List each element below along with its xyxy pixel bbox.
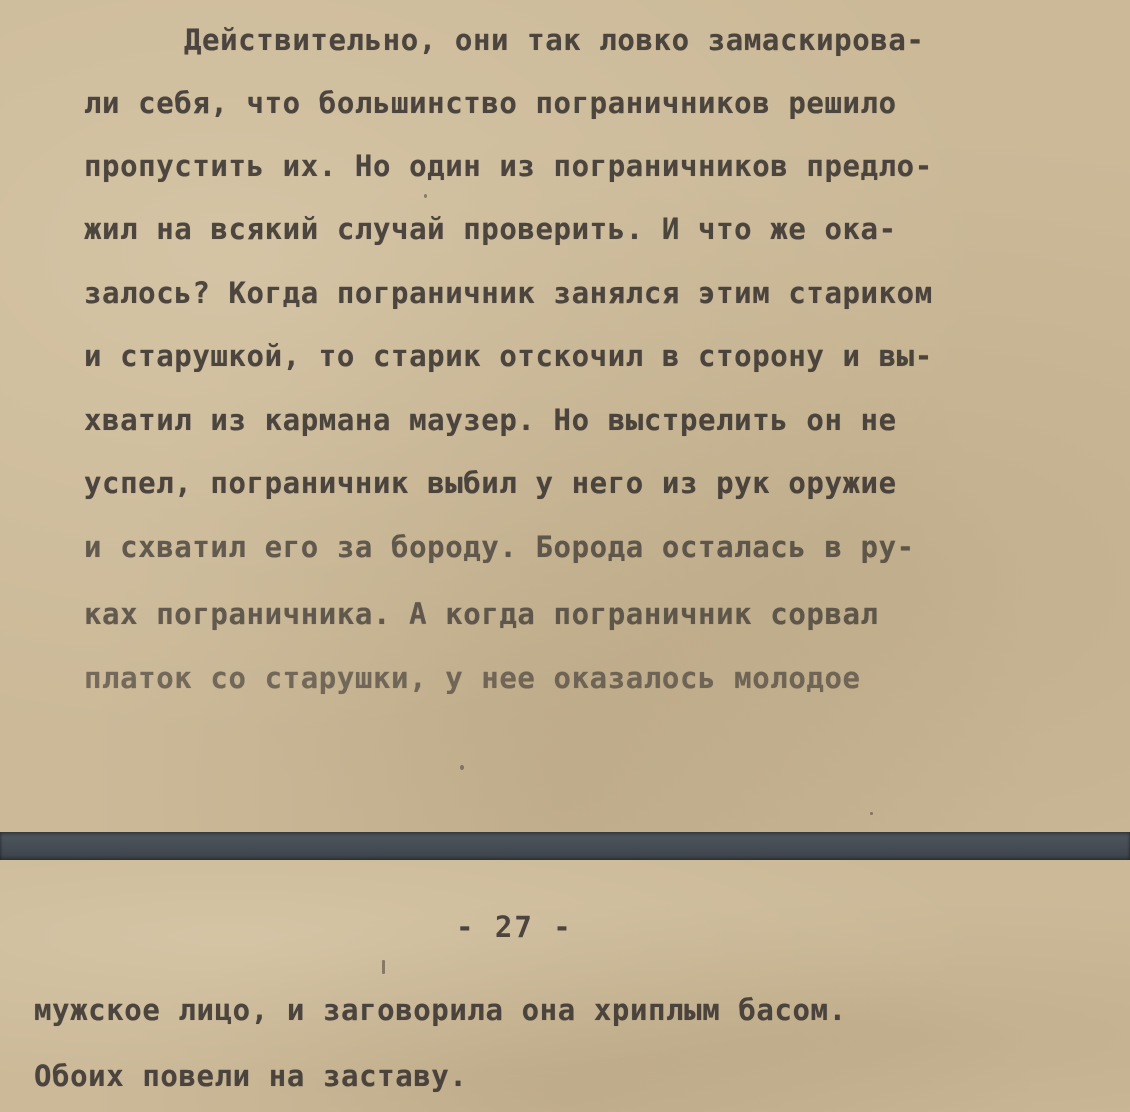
text-line: успел, пограничник выбил у него из рук оружие: [84, 466, 897, 500]
page-number: - 27 -: [456, 910, 573, 944]
text-line: жил на всякий случай проверить. И что же ока-: [84, 212, 897, 246]
text-line: хватил из кармана маузер. Но выстрелить он не: [84, 403, 897, 437]
paper-speck: [460, 765, 464, 770]
text-line: и схватил его за бороду. Борода осталась в ру-: [84, 530, 915, 564]
text-line: пропустить их. Но один из пограничников предло-: [84, 149, 933, 183]
text-line: Обоих повели на заставу.: [34, 1059, 468, 1093]
paper-speck: [424, 194, 427, 198]
paper-speck: [870, 812, 873, 815]
text-line: Действительно, они так ловко замаскирова-: [184, 23, 925, 57]
page-separator: [0, 832, 1130, 860]
text-line: платок со старушки, у нее оказалось молодое: [84, 661, 861, 695]
paper-speck: [382, 960, 385, 974]
text-line: ли себя, что большинство пограничников решило: [84, 86, 897, 120]
text-line: мужское лицо, и заговорила она хриплым басом.: [34, 993, 847, 1027]
page-bottom: [0, 860, 1130, 1112]
text-line: залось? Когда пограничник занялся этим стариком: [84, 276, 933, 310]
text-line: и старушкой, то старик отскочил в сторону и вы-: [84, 339, 933, 373]
text-line: ках пограничника. А когда пограничник сорвал: [84, 597, 879, 631]
